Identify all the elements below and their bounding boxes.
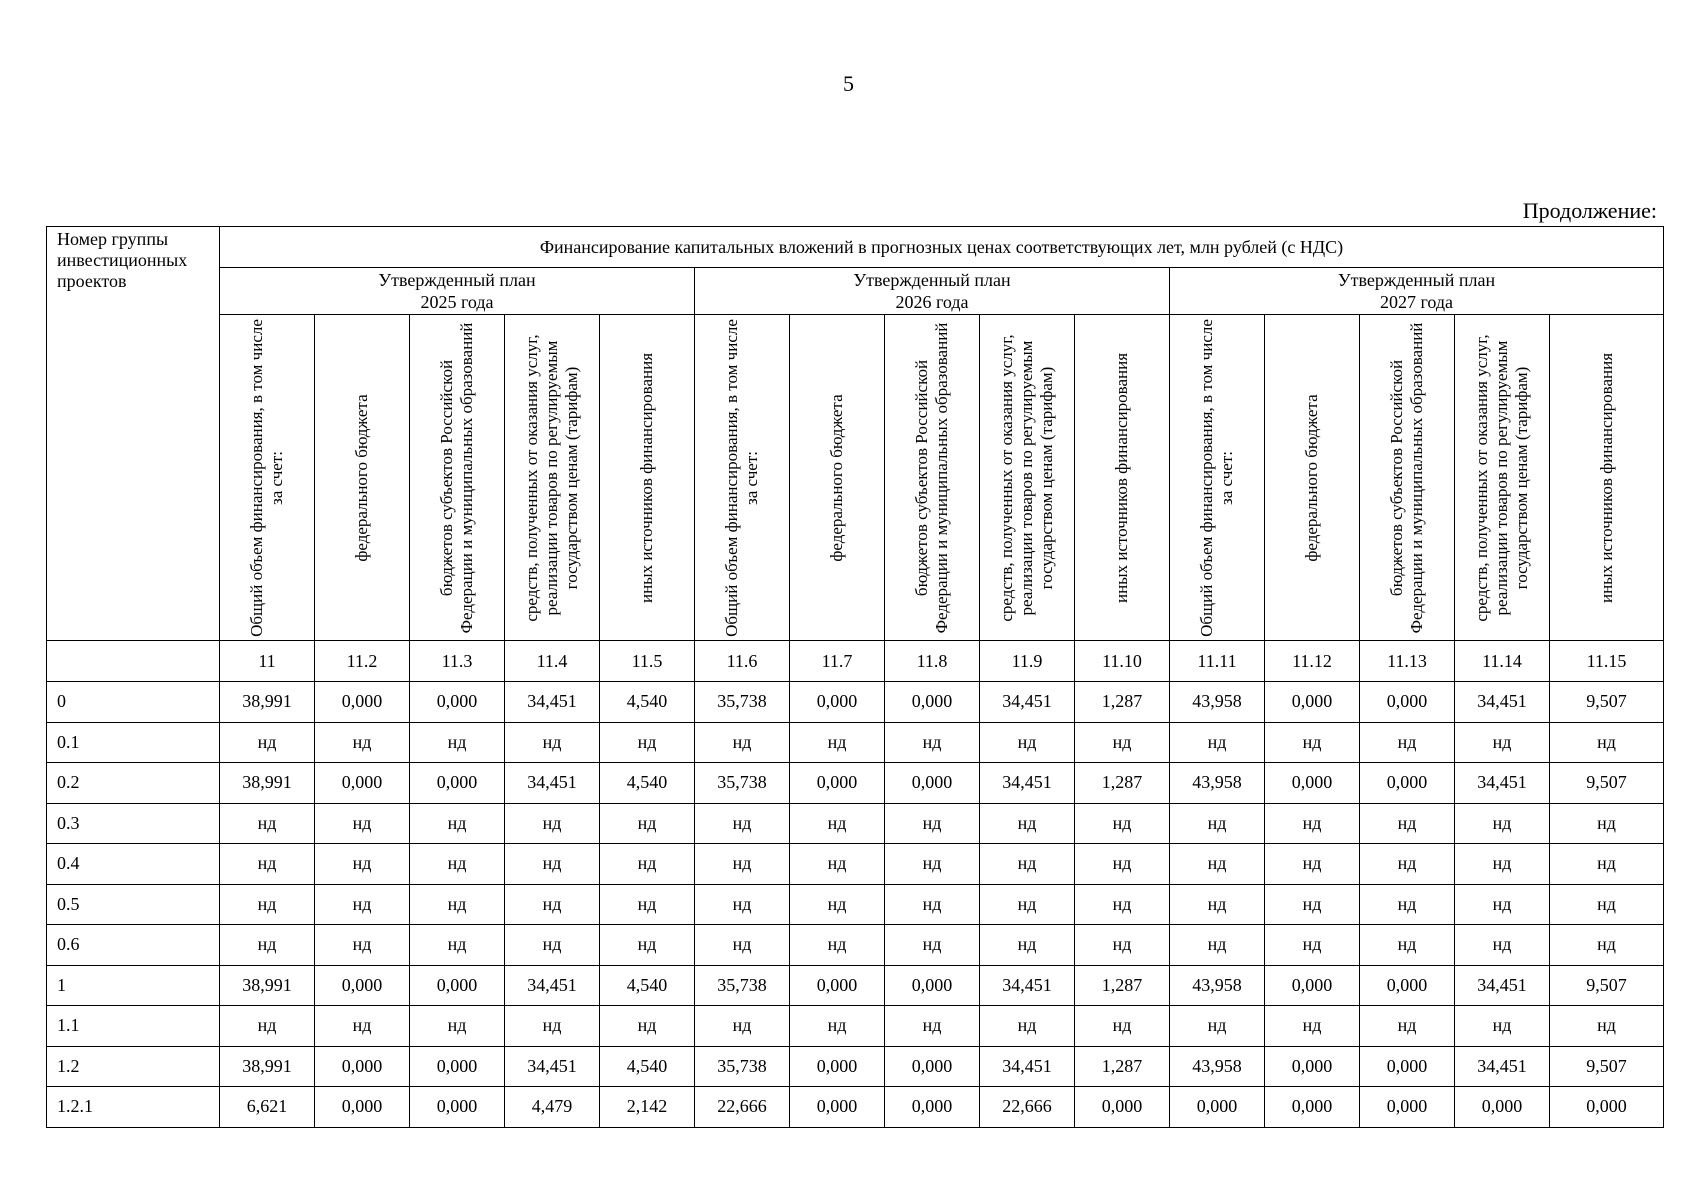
value-cell: нд [600,844,695,885]
value-cell: нд [220,844,315,885]
column-header-text: иных источников финансирования [1596,352,1616,603]
value-cell: нд [410,1006,505,1047]
value-cell: нд [315,844,410,885]
value-cell: 0,000 [885,965,980,1006]
value-cell: нд [600,722,695,763]
column-number: 11.5 [600,641,695,682]
value-cell: нд [695,844,790,885]
value-cell: нд [695,925,790,966]
value-cell: нд [1550,1006,1664,1047]
total-financing-header [220,315,315,641]
value-cell: 9,507 [1550,965,1664,1006]
value-cell: нд [885,884,980,925]
tariff-funds-header [1455,315,1550,641]
table-row [47,884,1664,925]
value-cell: нд [600,884,695,925]
value-cell: 1,287 [1075,965,1170,1006]
group-number-cell: 0.6 [47,925,220,966]
group-number-cell: 0.4 [47,844,220,885]
value-cell: нд [885,803,980,844]
value-cell: нд [885,844,980,885]
year-header-line2: 2025 года [420,292,494,312]
value-cell: нд [980,884,1075,925]
value-cell: 0,000 [1455,1087,1550,1128]
value-cell: нд [1265,722,1360,763]
total-financing-header [1170,315,1265,641]
year-header-2026 [695,268,1170,315]
column-header-text: бюджетов субъектов Российской Федерации и муниципальных образований [912,322,951,633]
table-row [47,722,1664,763]
value-cell: 0,000 [315,1087,410,1128]
federal-budget-header [315,315,410,641]
value-cell: 34,451 [1455,763,1550,804]
federal-budget-header [1265,315,1360,641]
value-cell: нд [315,884,410,925]
column-number: 11.14 [1455,641,1550,682]
page-number: 5 [843,71,854,96]
value-cell: 0,000 [315,763,410,804]
column-header-text: средств, полученных от оказания услуг, реализации товаров по регулируемым государством ценам (тарифам) [1472,333,1531,622]
header-row-main [47,227,1664,268]
value-cell: 0,000 [885,763,980,804]
value-cell: 4,540 [600,1046,695,1087]
value-cell: нд [790,884,885,925]
column-header-text: иных источников финансирования [637,352,656,603]
column-number: 11.8 [885,641,980,682]
value-cell: 38,991 [220,763,315,804]
column-header-text: федерального бюджета [352,393,371,562]
year-header-line1: Утвержденный план [853,270,1011,290]
value-cell: нд [1550,722,1664,763]
value-cell: нд [1265,844,1360,885]
header-row-years [47,268,1664,315]
table-row [47,1006,1664,1047]
column-number: 11.7 [790,641,885,682]
group-number-cell: 0.2 [47,763,220,804]
group-number-cell: 1.2.1 [47,1087,220,1128]
group-number-cell: 0.1 [47,722,220,763]
column-header-text: средств, полученных от оказания услуг, реализации товаров по регулируемым государством ценам (тарифам) [997,333,1056,622]
group-number-cell: 1 [47,965,220,1006]
value-cell: 34,451 [1455,682,1550,723]
year-header-line1: Утвержденный план [378,270,536,290]
value-cell: 22,666 [980,1087,1075,1128]
year-header-2027 [1170,268,1664,315]
financing-table [46,226,1664,1128]
value-cell: нд [600,925,695,966]
other-sources-header [600,315,695,641]
column-header-text: федерального бюджета [827,393,846,562]
other-sources-header [1550,315,1664,641]
value-cell: 35,738 [695,965,790,1006]
value-cell: нд [885,925,980,966]
table-row [47,965,1664,1006]
continuation-label: Продолжение: [1522,198,1657,223]
group-number-cell: 1.1 [47,1006,220,1047]
value-cell: нд [505,925,600,966]
column-number: 11.3 [410,641,505,682]
column-number: 11.9 [980,641,1075,682]
column-number: 11.10 [1075,641,1170,682]
value-cell: 0,000 [1265,682,1360,723]
column-number: 11.2 [315,641,410,682]
value-cell: нд [220,803,315,844]
table-row [47,925,1664,966]
value-cell: нд [1075,803,1170,844]
value-cell: нд [505,803,600,844]
value-cell: нд [220,722,315,763]
value-cell: нд [1455,1006,1550,1047]
value-cell: нд [1075,925,1170,966]
value-cell: нд [1265,884,1360,925]
value-cell: 0,000 [1170,1087,1265,1128]
value-cell: 9,507 [1550,763,1664,804]
value-cell: нд [790,722,885,763]
group-number-cell: 0.5 [47,884,220,925]
value-cell: 34,451 [505,682,600,723]
value-cell: 34,451 [1455,1046,1550,1087]
value-cell: нд [505,844,600,885]
value-cell: 0,000 [1360,965,1455,1006]
value-cell: 38,991 [220,1046,315,1087]
value-cell: 0,000 [1360,763,1455,804]
value-cell: нд [1265,803,1360,844]
value-cell: нд [1265,1006,1360,1047]
value-cell: 0,000 [790,1046,885,1087]
value-cell: нд [790,1006,885,1047]
value-cell: 0,000 [1360,1087,1455,1128]
value-cell: 34,451 [505,965,600,1006]
value-cell: 0,000 [885,1046,980,1087]
value-cell: нд [885,722,980,763]
value-cell: нд [220,884,315,925]
table-row [47,844,1664,885]
financing-header: Финансирование капитальных вложений в прогнозных ценах соответствующих лет, млн рублей (с НДС) [220,227,1664,268]
value-cell: нд [600,1006,695,1047]
total-financing-header [695,315,790,641]
value-cell: 4,540 [600,763,695,804]
value-cell: 38,991 [220,965,315,1006]
value-cell: 43,958 [1170,1046,1265,1087]
header-row-subheaders [47,315,1664,641]
federal-budget-header [790,315,885,641]
value-cell: нд [1455,844,1550,885]
value-cell: нд [1265,925,1360,966]
tariff-funds-header [980,315,1075,641]
value-cell: 34,451 [505,763,600,804]
value-cell: 6,621 [220,1087,315,1128]
value-cell: нд [600,803,695,844]
value-cell: 0,000 [315,1046,410,1087]
value-cell: нд [980,1006,1075,1047]
value-cell: 0,000 [790,682,885,723]
table-row [47,803,1664,844]
value-cell: нд [410,722,505,763]
value-cell: нд [1360,722,1455,763]
value-cell: нд [1075,722,1170,763]
value-cell: 34,451 [980,965,1075,1006]
value-cell: 9,507 [1550,1046,1664,1087]
year-header-line2: 2027 года [1379,292,1454,312]
year-header-line2: 2026 года [895,292,969,312]
column-header-text: Общий объем финансирования, в том числе за счет: [722,318,761,637]
value-cell: 1,287 [1075,1046,1170,1087]
value-cell: нд [1170,925,1265,966]
value-cell: 4,479 [505,1087,600,1128]
value-cell: 0,000 [410,1046,505,1087]
value-cell: 0,000 [790,1087,885,1128]
column-header-text: иных источников финансирования [1112,352,1131,603]
value-cell: нд [1075,844,1170,885]
group-number-header: Номер группы инвестиционных проектов [47,227,220,641]
value-cell: нд [410,803,505,844]
value-cell: нд [410,925,505,966]
value-cell: 1,287 [1075,763,1170,804]
value-cell: 0,000 [315,682,410,723]
value-cell: 35,738 [695,763,790,804]
regional-budget-header [885,315,980,641]
value-cell: нд [695,722,790,763]
value-cell: 34,451 [980,763,1075,804]
column-header-text: Общий объем финансирования, в том числе за счет: [1197,318,1236,637]
column-header-text: средств, полученных от оказания услуг, реализации товаров по регулируемым государством ценам (тарифам) [522,333,581,622]
value-cell: нд [980,925,1075,966]
value-cell: нд [695,884,790,925]
value-cell: нд [1360,803,1455,844]
table-row [47,1087,1664,1128]
group-number-cell: 0 [47,682,220,723]
value-cell: 0,000 [790,763,885,804]
value-cell: 2,142 [600,1087,695,1128]
value-cell: нд [1455,925,1550,966]
value-cell: нд [790,925,885,966]
value-cell: нд [1075,1006,1170,1047]
value-cell: 34,451 [980,1046,1075,1087]
value-cell: нд [1455,884,1550,925]
value-cell: нд [790,844,885,885]
value-cell: нд [980,803,1075,844]
column-numbers-row [47,641,1664,682]
value-cell: нд [695,803,790,844]
table-row [47,763,1664,804]
value-cell: 34,451 [980,682,1075,723]
value-cell: нд [410,884,505,925]
value-cell: нд [220,1006,315,1047]
value-cell: 0,000 [790,965,885,1006]
column-number: 11 [220,641,315,682]
value-cell: 35,738 [695,1046,790,1087]
group-number-cell: 1.2 [47,1046,220,1087]
group-number-cell: 0.3 [47,803,220,844]
value-cell: 43,958 [1170,682,1265,723]
column-header-text: федерального бюджета [1302,393,1321,562]
value-cell: нд [1360,844,1455,885]
regional-budget-header [1360,315,1455,641]
value-cell: нд [315,803,410,844]
column-number: 11.13 [1360,641,1455,682]
value-cell: 0,000 [1360,682,1455,723]
value-cell: нд [1455,722,1550,763]
value-cell: 38,991 [220,682,315,723]
value-cell: 0,000 [1075,1087,1170,1128]
value-cell: 0,000 [410,965,505,1006]
value-cell: 9,507 [1550,682,1664,723]
value-cell: 0,000 [1550,1087,1664,1128]
value-cell: 0,000 [1265,1087,1360,1128]
value-cell: нд [885,1006,980,1047]
value-cell: 0,000 [885,1087,980,1128]
value-cell: 0,000 [885,682,980,723]
value-cell: нд [315,722,410,763]
value-cell: нд [695,1006,790,1047]
value-cell: нд [315,1006,410,1047]
value-cell: нд [980,722,1075,763]
tariff-funds-header [505,315,600,641]
value-cell: 0,000 [1265,965,1360,1006]
value-cell: нд [1170,884,1265,925]
value-cell: 4,540 [600,965,695,1006]
value-cell: 4,540 [600,682,695,723]
value-cell: нд [505,884,600,925]
column-header-text: бюджетов субъектов Российской Федерации и муниципальных образований [437,322,476,633]
value-cell: нд [1360,884,1455,925]
value-cell: 34,451 [1455,965,1550,1006]
value-cell: 0,000 [1360,1046,1455,1087]
value-cell: нд [410,844,505,885]
value-cell: нд [1075,884,1170,925]
value-cell: нд [1550,925,1664,966]
value-cell: нд [1170,844,1265,885]
value-cell: нд [505,1006,600,1047]
value-cell: нд [1455,803,1550,844]
value-cell: 43,958 [1170,763,1265,804]
column-header-text: Общий объем финансирования, в том числе за счет: [247,318,286,637]
year-header-2025 [220,268,695,315]
other-sources-header [1075,315,1170,641]
value-cell: 0,000 [410,763,505,804]
table-row [47,1046,1664,1087]
value-cell: 35,738 [695,682,790,723]
column-number: 11.12 [1265,641,1360,682]
value-cell: 0,000 [1265,1046,1360,1087]
column-number: 11.6 [695,641,790,682]
value-cell: 22,666 [695,1087,790,1128]
column-number: 11.4 [505,641,600,682]
column-number: 11.15 [1550,641,1664,682]
value-cell: нд [980,844,1075,885]
column-number: 11.11 [1170,641,1265,682]
value-cell: нд [505,722,600,763]
value-cell: нд [220,925,315,966]
value-cell: нд [1550,884,1664,925]
value-cell: 1,287 [1075,682,1170,723]
table-row [47,682,1664,723]
value-cell: нд [1170,803,1265,844]
value-cell: 0,000 [1265,763,1360,804]
value-cell: 0,000 [315,965,410,1006]
value-cell: 0,000 [410,682,505,723]
value-cell: нд [790,803,885,844]
value-cell: нд [1170,1006,1265,1047]
table-body [47,682,1664,1128]
value-cell: 43,958 [1170,965,1265,1006]
value-cell: 0,000 [410,1087,505,1128]
empty-cell [47,641,220,682]
value-cell: нд [315,925,410,966]
value-cell: нд [1550,803,1664,844]
column-header-text: бюджетов субъектов Российской Федерации и муниципальных образований [1387,322,1426,633]
value-cell: нд [1360,925,1455,966]
year-header-line1: Утвержденный план [1337,270,1496,290]
value-cell: нд [1170,722,1265,763]
value-cell: 34,451 [505,1046,600,1087]
value-cell: нд [1360,1006,1455,1047]
regional-budget-header [410,315,505,641]
value-cell: нд [1550,844,1664,885]
